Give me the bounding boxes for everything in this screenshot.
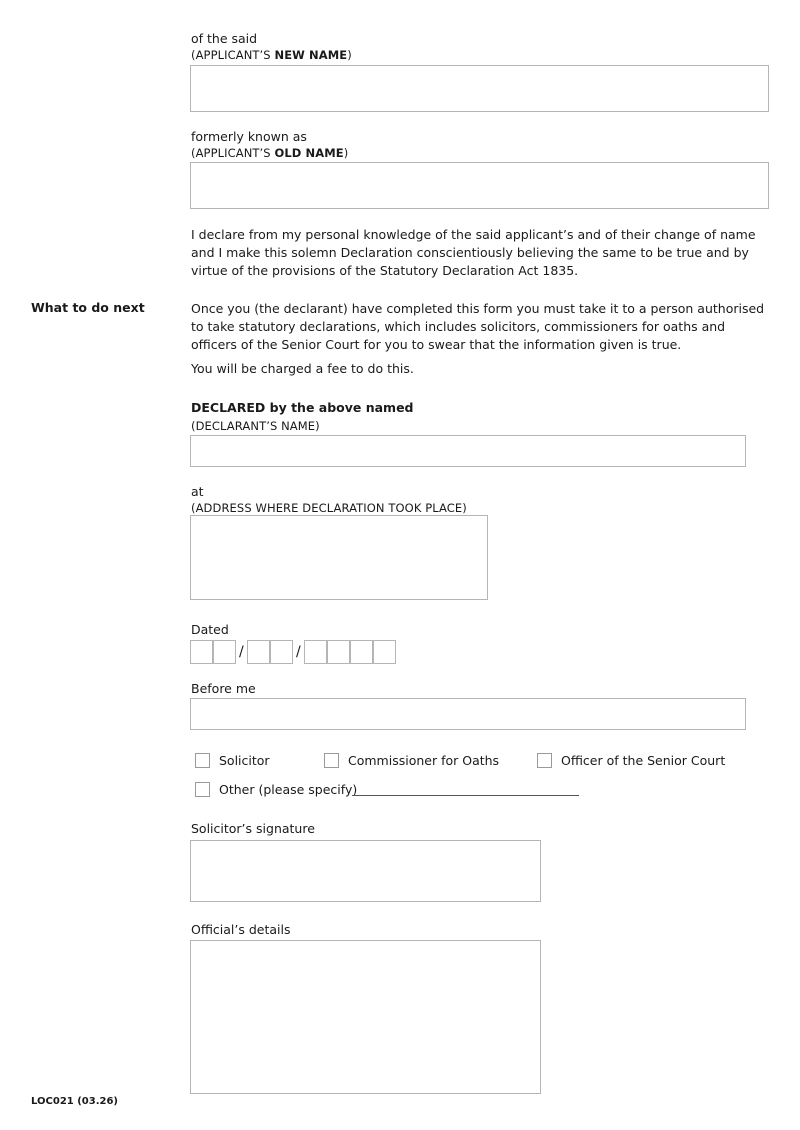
old-name-hint: [191, 146, 348, 161]
applicant-new-name-field[interactable]: [190, 65, 769, 112]
address-intro: at: [191, 484, 204, 499]
date-year-digit-1[interactable]: [304, 640, 327, 664]
solicitor-checkbox-label: Solicitor: [219, 753, 270, 768]
declarant-name-hint: (DECLARANT’S NAME): [191, 419, 320, 433]
old-name-intro: formerly known as: [191, 129, 307, 144]
new-name-hint-bold: NEW NAME: [274, 48, 348, 62]
date-separator: /: [296, 644, 301, 660]
date-month-digit-2[interactable]: [270, 640, 293, 664]
officials-details-label: Official’s details: [191, 922, 291, 937]
new-name-hint: [191, 48, 352, 63]
solicitor-checkbox[interactable]: [195, 753, 210, 768]
before-me-label: Before me: [191, 681, 256, 696]
date-year-digit-3[interactable]: [350, 640, 373, 664]
new-name-hint-suffix: ): [347, 48, 352, 62]
officer-senior-court-checkbox[interactable]: [537, 753, 552, 768]
address-hint: (ADDRESS WHERE DECLARATION TOOK PLACE): [191, 501, 467, 515]
solicitor-signature-field[interactable]: [190, 840, 541, 902]
dated-label: Dated: [191, 622, 229, 637]
date-day-digit-1[interactable]: [190, 640, 213, 664]
other-specify-line[interactable]: [352, 795, 579, 796]
declared-by-title: DECLARED by the above named: [191, 400, 414, 415]
officer-senior-court-checkbox-label: Officer of the Senior Court: [561, 753, 726, 768]
declaration-address-field[interactable]: [190, 515, 488, 600]
old-name-hint-suffix: ): [343, 146, 349, 160]
solicitor-signature-label: Solicitor’s signature: [191, 821, 315, 836]
declarant-name-field[interactable]: [190, 435, 746, 467]
other-checkbox[interactable]: [195, 782, 210, 797]
date-day-digit-2[interactable]: [213, 640, 236, 664]
form-code: LOC021 (03.26): [31, 1096, 118, 1107]
officials-details-field[interactable]: [190, 940, 541, 1094]
other-checkbox-label: Other (please specify): [219, 782, 358, 797]
new-name-hint-prefix: (APPLICANT’S: [191, 48, 275, 62]
what-to-do-next-body: Once you (the declarant) have completed this form you must take it to a person authorised to take statutory declarations, which includes solicitors, commissioners for oaths and officers of the Senior Court for you to swear that the information given is true.: [191, 301, 765, 352]
commissioner-for-oaths-checkbox[interactable]: [324, 753, 339, 768]
date-year-digit-4[interactable]: [373, 640, 396, 664]
before-me-field[interactable]: [190, 698, 746, 730]
applicant-old-name-field[interactable]: [190, 162, 769, 209]
declaration-text: I declare from my personal knowledge of the said applicant’s and of their change of name and I make this solemn Declaration conscientiously believing the same to be true and by virtue of the provisions of the Statutory Declaration Act 1835.: [191, 227, 756, 278]
commissioner-for-oaths-checkbox-label: Commissioner for Oaths: [348, 753, 500, 768]
old-name-hint-prefix: (APPLICANT’S: [191, 146, 275, 160]
date-year-digit-2[interactable]: [327, 640, 350, 664]
date-month-digit-1[interactable]: [247, 640, 270, 664]
date-separator: /: [239, 644, 244, 660]
what-to-do-next-heading: What to do next: [31, 300, 145, 315]
new-name-intro: of the said: [191, 31, 258, 46]
fee-notice: You will be charged a fee to do this.: [191, 361, 414, 376]
old-name-hint-bold: OLD NAME: [274, 146, 344, 160]
